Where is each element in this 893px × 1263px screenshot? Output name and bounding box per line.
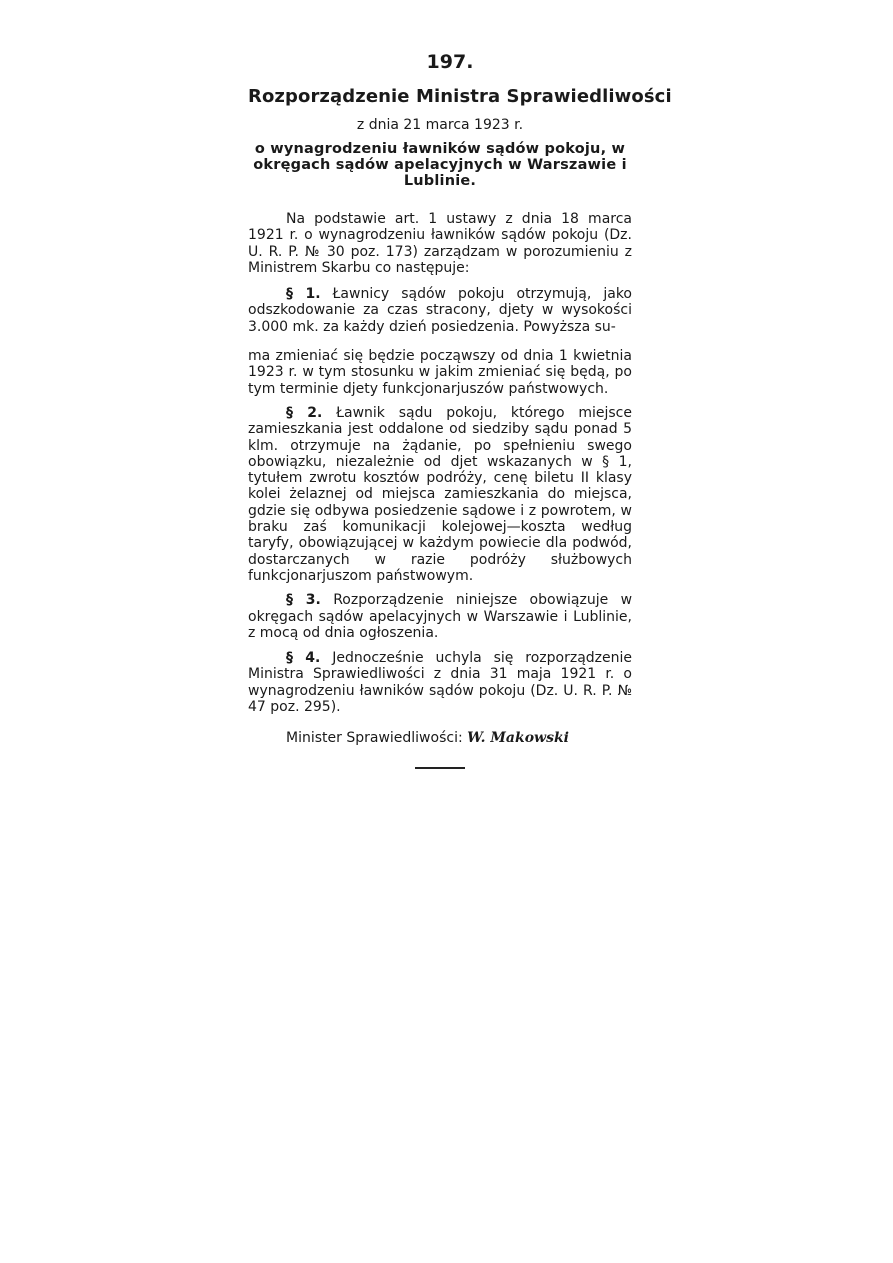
signature-name: W. Makowski <box>467 730 569 747</box>
document-subject: o wynagrodzeniu ławników sądów pokoju, w okręgach sądów apelacyjnych w Warszawie i Lublinie. <box>253 141 627 189</box>
section-1-continuation: ma zmieniać się będzie począwszy od dnia 1 kwietnia 1923 r. w tym stosunku w jakim zmieniać się będą, po tym terminie djety funkcjonarjuszów państwowych. <box>248 348 632 397</box>
signature-line <box>248 729 632 747</box>
document-page <box>248 50 672 769</box>
section-4-text: Jednocześnie uchyla się rozporządzenie Ministra Sprawiedliwości z dnia 31 maja 1921 r. o wynagrodzeniu ławników sądów pokoju (Dz. U. R. P. № 47 poz. 295). <box>248 650 633 716</box>
closing-rule <box>415 767 465 769</box>
section-1-text: Ławnicy sądów pokoju otrzymują, jako odszkodowanie za czas stracony, djety w wysokości 3.000 mk. za każdy dzień posiedzenia. Powyższa su- <box>248 286 632 335</box>
section-3-text: Rozporządzenie niniejsze obowiązuje w okręgach sądów apelacyjnych w Warszawie i Lublinie, z mocą od dnia ogłoszenia. <box>248 592 633 641</box>
document-title: Rozporządzenie Ministra Sprawiedliwości <box>248 86 672 107</box>
intro-paragraph: Na podstawie art. 1 ustawy z dnia 18 marca 1921 r. o wynagrodzeniu ławników sądów pokoju (Dz. U. R. P. № 30 poz. 173) zarządzam w porozumieniu z Ministrem Skarbu co następuje: <box>248 211 632 276</box>
section-2-label: § 2. <box>286 404 323 421</box>
act-number: 197. <box>426 51 474 73</box>
signature-label: Minister Sprawiedliwości: <box>286 730 463 747</box>
document-date: z dnia 21 marca 1923 r. <box>356 117 524 133</box>
section-2-text: Ławnik sądu pokoju, którego miejsce zamieszkania jest oddalone od siedziby sądu ponad 5 klm. otrzymuje na żądanie, po spełnieniu swego obowiązku, niezależnie od djet wskazanych w § 1, tytułem zwrotu kosztów podróży, cenę biletu II klasy kolei żelaznej od miejsca zamieszkania do miejsca, gdzie się odbywa posiedzenie sądowe i z powrotem, w braku zaś komunikacji kolejowej—koszta według taryfy, obowiązującej w każdym powiecie dla podwód, dostarczanych w razie podróży służbowych funkcjonarjuszom państwowym. <box>248 404 632 584</box>
section-4-label: § 4. <box>286 650 321 667</box>
section-3-label: § 3. <box>286 592 321 609</box>
section-1-paragraph <box>248 286 632 335</box>
section-4-paragraph <box>248 650 632 715</box>
section-2-paragraph <box>248 405 632 584</box>
section-1-label: § 1. <box>286 286 321 303</box>
section-3-paragraph <box>248 592 632 641</box>
